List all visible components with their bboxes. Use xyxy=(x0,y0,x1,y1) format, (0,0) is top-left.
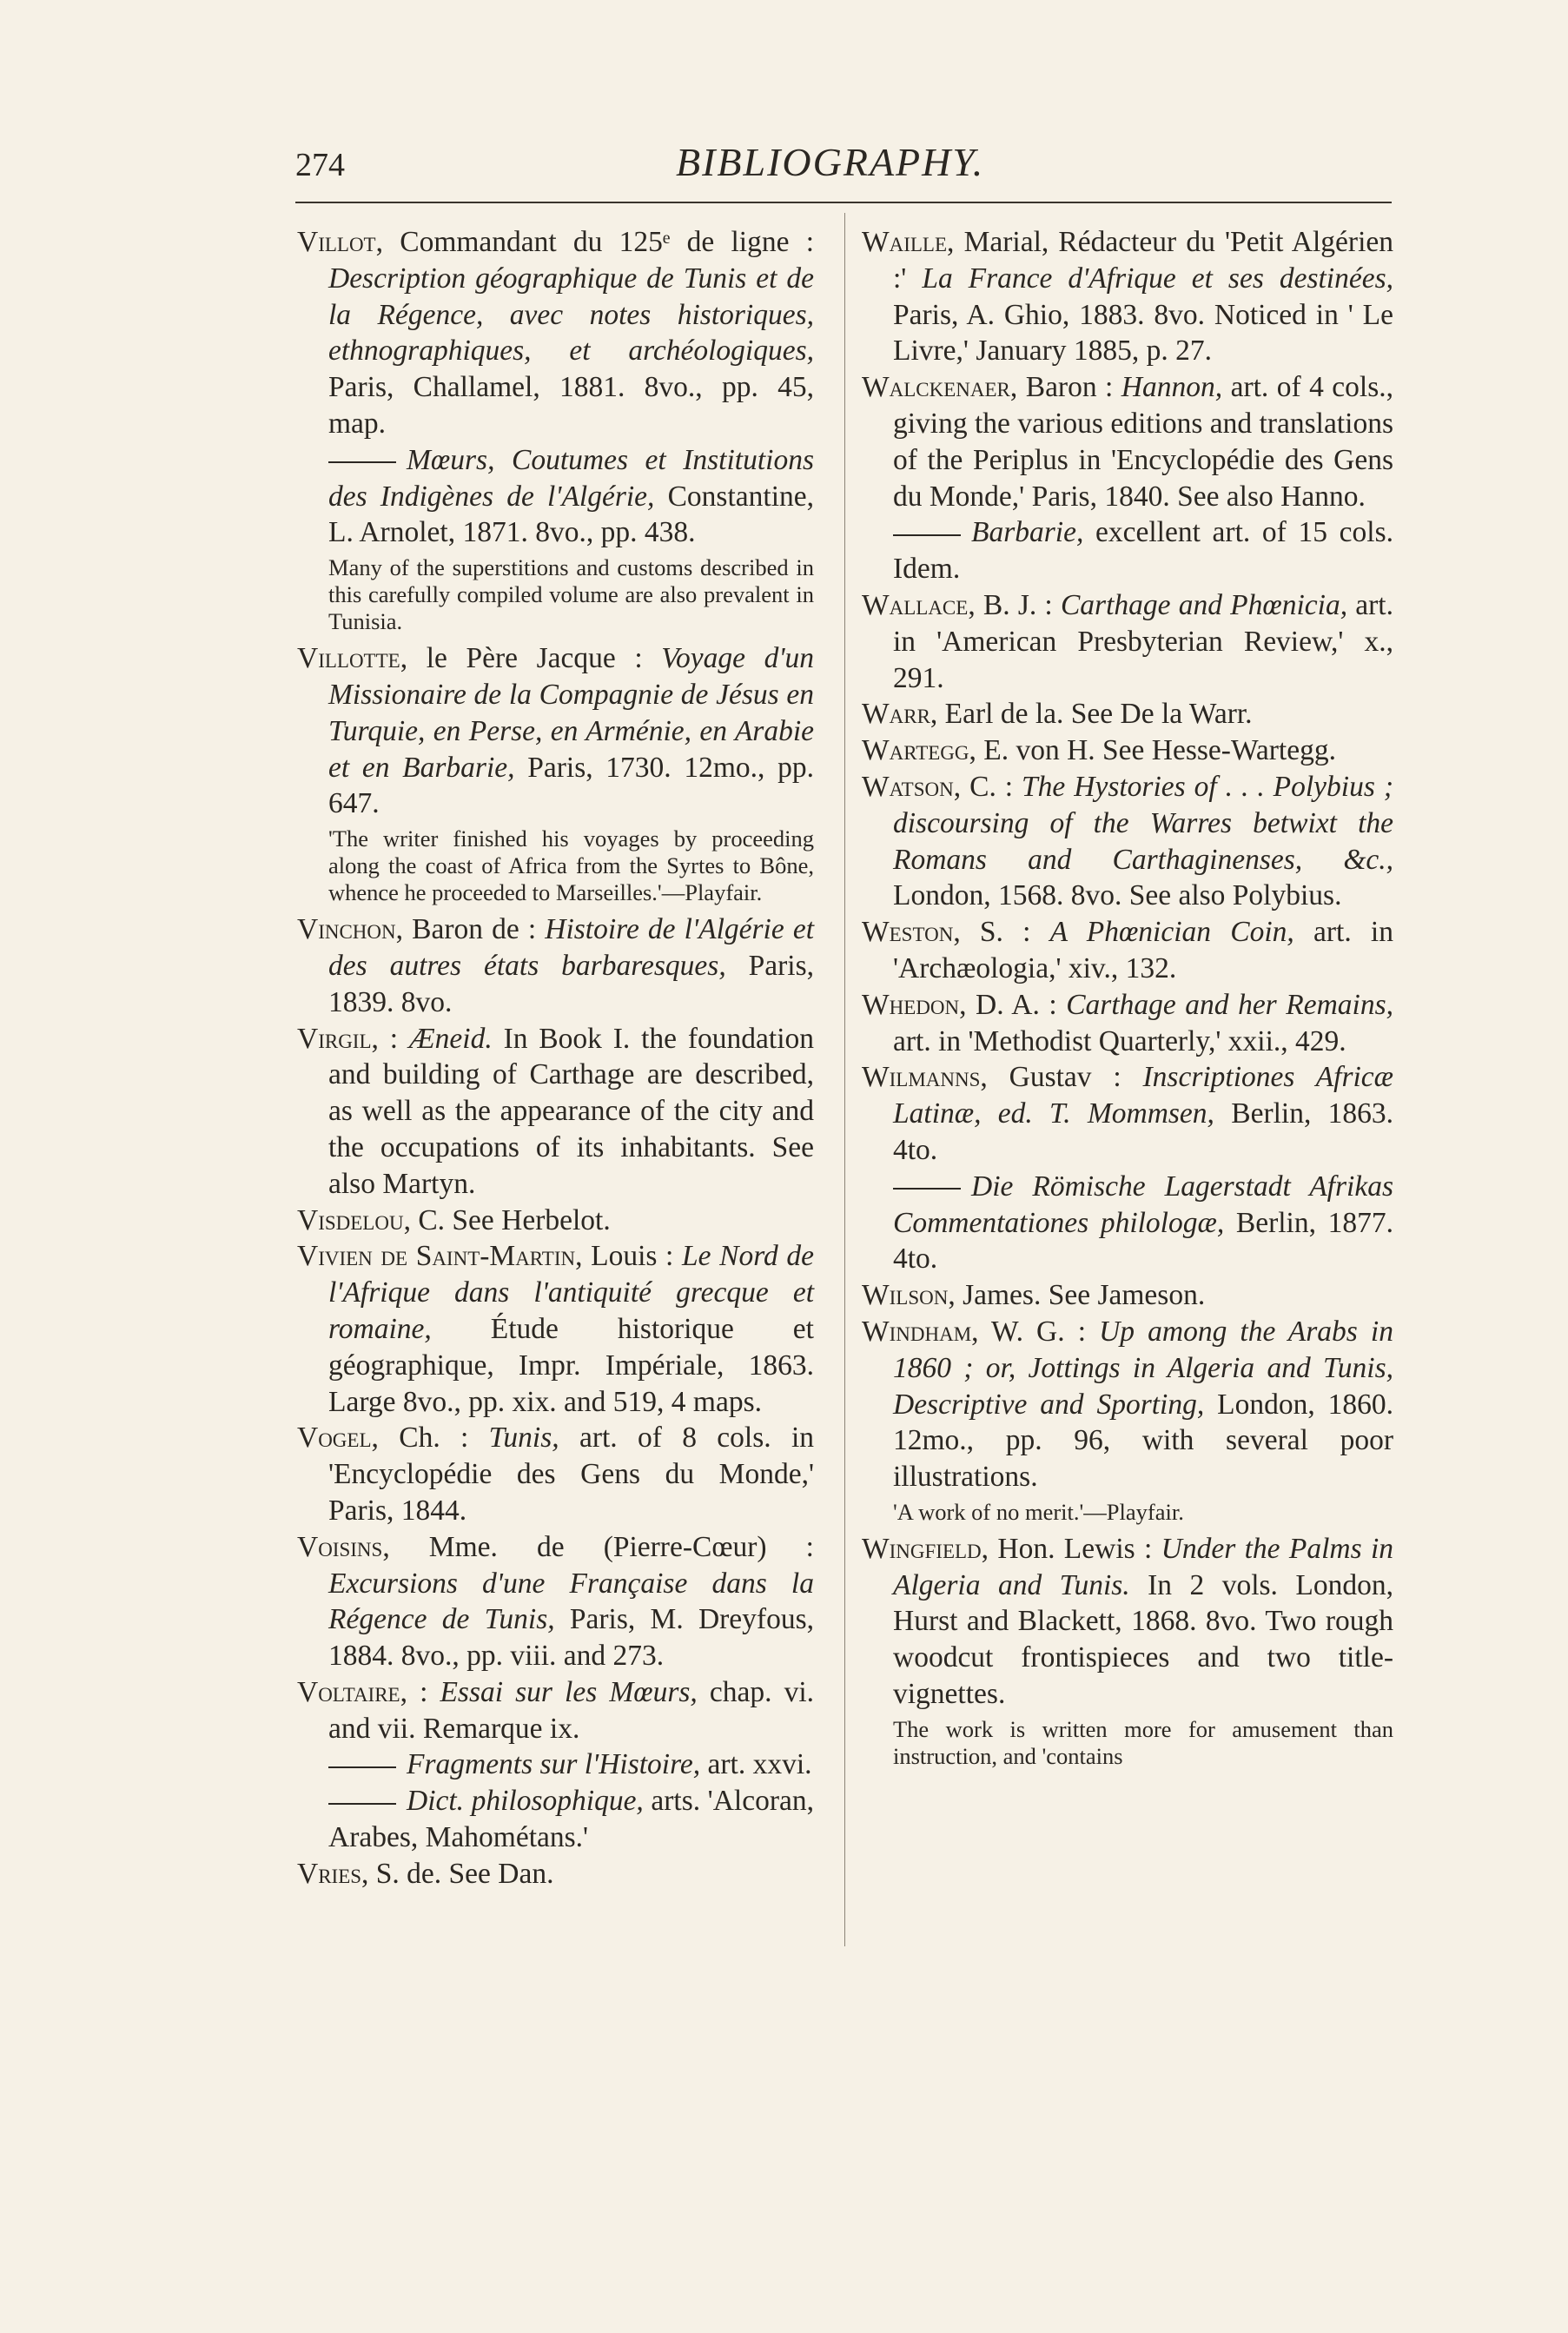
entry-description: Hon. Lewis : xyxy=(997,1532,1161,1565)
bibliography-entry: Walckenaer, Baron : Hannon, art. of 4 cols., giving the various editions and translations of the Periplus in 'Encyclopédie des Gens du Monde,' Paris, 1840. See also Hanno. xyxy=(862,371,1393,513)
entry-description: Commandant du 125ᵉ de ligne : xyxy=(400,226,814,258)
column-divider xyxy=(844,213,845,1946)
entry-note: 'The writer finished his voyages by proceeding along the coast of Africa from the Syrtes to Bône, whence he proceeded to Marseilles.'—Playfair. xyxy=(328,825,814,906)
entry-title: Excursions d'une Française dans la Régence de Tunis, xyxy=(328,1567,814,1636)
entry-author: Wilson xyxy=(862,1279,949,1312)
entry-description: : xyxy=(420,1675,440,1708)
page-number: 274 xyxy=(295,147,345,183)
entry-details: Constantine, L. Arnolet, 1871. 8vo., pp. 438. xyxy=(328,480,814,549)
entry-author: Vogel xyxy=(297,1422,372,1455)
page-header xyxy=(295,139,1390,200)
sub-entry xyxy=(297,1746,814,1783)
entry-author: Wilmanns xyxy=(862,1061,981,1094)
entry-details: Paris, Challamel, 1881. 8vo., pp. 45, map. xyxy=(328,371,814,440)
entry-note: The work is written more for amusement than instruction, and 'contains xyxy=(893,1715,1393,1769)
entry-description: W. G. : xyxy=(991,1315,1100,1348)
entry-title: Barbarie, xyxy=(971,516,1084,549)
entry-description: Gustav : xyxy=(1009,1061,1143,1094)
entry-description: S. de. See Dan. xyxy=(375,1857,554,1890)
entry-description: Earl de la. See De la Warr. xyxy=(944,698,1253,731)
entry-details: excellent art. of 15 cols. Idem. xyxy=(893,516,1393,586)
entry-description: Baron : xyxy=(1025,371,1121,404)
bibliography-entry: Vivien de Saint-Martin, Louis : Le Nord de l'Afrique dans l'antiquité grecque et romaine, Étude historique et géographique, Impr. Impériale, 1863. Large 8vo., pp. xix. and 519, 4 maps. xyxy=(297,1240,814,1418)
entry-author: Vinchon xyxy=(297,913,396,946)
entry-description: James. See Jameson. xyxy=(963,1279,1206,1312)
sub-entry xyxy=(862,514,1393,587)
ditto-dash xyxy=(328,1766,396,1768)
left-column xyxy=(297,224,814,1892)
entry-details: London, 1860. 12mo., pp. 96, with several poor illustrations. xyxy=(893,1388,1393,1494)
entry-title: Tunis, xyxy=(488,1422,559,1455)
entry-description: S. : xyxy=(979,916,1050,949)
bibliography-entry: Voisins, Mme. de (Pierre-Cœur) : Excursions d'une Française dans la Régence de Tunis, Paris, M. Dreyfous, 1884. 8vo., pp. viii. and 273. xyxy=(297,1530,814,1673)
right-column xyxy=(862,224,1393,1775)
entry-author: Wingfield xyxy=(862,1532,982,1565)
entry-description: : xyxy=(389,1022,409,1055)
entry-details: Paris, 1730. 12mo., pp. 647. xyxy=(328,751,814,820)
bibliography-entry: Weston, S. : A Phœnician Coin, art. in 'Archæologia,' xiv., 132. xyxy=(862,916,1393,984)
entry-details: Berlin, 1863. 4to. xyxy=(893,1097,1394,1166)
entry-title: Carthage and her Remains, xyxy=(1066,988,1393,1021)
bibliography-entry: Villotte, le Père Jacque : Voyage d'un Missionaire de la Compagnie de Jésus en Turquie, en Perse, en Arménie, en Arabie et en Barbarie, Paris, 1730. 12mo., pp. 647. xyxy=(297,642,815,820)
entry-title: Histoire de l'Algérie et des autres états barbaresques, xyxy=(328,913,815,982)
entry-title: Description géographique de Tunis et de la Régence, avec notes historiques, ethnographiques, et archéologiques, xyxy=(328,262,814,368)
bibliography-entry: Warr, Earl de la. See De la Warr. xyxy=(862,698,1253,731)
entry-author: Vivien de Saint-Martin xyxy=(297,1240,576,1273)
entry-author: Walckenaer xyxy=(862,371,1010,404)
entry-title: Æneid. xyxy=(408,1022,493,1055)
entry-note: Many of the superstitions and customs described in this carefully compiled volume are also prevalent in Tunisia. xyxy=(328,554,814,635)
entry-description: Baron de : xyxy=(412,913,546,946)
sub-entry xyxy=(297,1783,814,1856)
entry-description: C. See Herbelot. xyxy=(418,1203,611,1236)
entry-title: Essai sur les Mœurs, xyxy=(440,1675,698,1708)
ditto-dash xyxy=(328,461,396,463)
running-head: BIBLIOGRAPHY. xyxy=(676,140,985,184)
entry-author: Warr xyxy=(862,698,930,731)
bibliography-entry: Visdelou, C. See Herbelot. xyxy=(297,1203,611,1236)
entry-title: Mœurs, Coutumes et Institutions des Indigènes de l'Algérie, xyxy=(328,443,814,513)
ditto-dash xyxy=(328,1803,396,1805)
entry-details: Paris, 1839. 8vo. xyxy=(328,949,815,1018)
entry-description: C. : xyxy=(969,770,1022,803)
entry-title: La France d'Afrique et ses destinées, xyxy=(922,262,1394,295)
entry-description: le Père Jacque : xyxy=(426,642,662,675)
entry-author: Wartegg xyxy=(862,734,969,767)
entry-description: Ch. : xyxy=(399,1422,489,1455)
entry-details: chap. vi. and vii. Remarque ix. xyxy=(328,1675,815,1745)
entry-details: art. in 'Archæologia,' xiv., 132. xyxy=(893,916,1393,984)
entry-details: art. of 4 cols., giving the various editions and translations of the Periplus in 'Encyclopédie des Gens du Monde,' Paris, 1840. See also Hanno. xyxy=(893,371,1393,513)
entry-details: art. in 'American Presbyterian Review,' x., 291. xyxy=(893,588,1393,694)
bibliography-entry: Villot, Commandant du 125ᵉ de ligne : Description géographique de Tunis et de la Régence, avec notes historiques, ethnographiques, et archéologiques, Paris, Challamel, 1881. 8vo., pp. 45, map. xyxy=(297,226,814,440)
entry-title: Hannon, xyxy=(1121,371,1223,404)
entry-title: Le Nord de l'Afrique dans l'antiquité grecque et romaine, xyxy=(328,1240,814,1345)
entry-title: Voyage d'un Missionaire de la Compagnie de Jésus en Turquie, en Perse, en Arménie, en Arabie et en Barbarie, xyxy=(328,642,815,784)
entry-title: Up among the Arabs in 1860 ; or, Jottings in Algeria and Tunis, Descriptive and Sporting, xyxy=(893,1315,1393,1421)
bibliography-entry: Wallace, B. J. : Carthage and Phœnicia, art. in 'American Presbyterian Review,' x., 291. xyxy=(862,588,1393,694)
bibliography-entry: Wilmanns, Gustav : Inscriptiones Africæ Latinæ, ed. T. Mommsen, Berlin, 1863. 4to. xyxy=(862,1061,1394,1166)
entry-author: Vries xyxy=(297,1857,362,1890)
entry-author: Virgil xyxy=(297,1022,372,1055)
entry-title: Inscriptiones Africæ Latinæ, ed. T. Mommsen, xyxy=(893,1061,1394,1130)
entry-details: London, 1568. 8vo. See also Polybius. xyxy=(893,879,1342,912)
entry-title: Dict. philosophique, xyxy=(407,1785,644,1818)
entry-details: Paris, A. Ghio, 1883. 8vo. Noticed in ' Le Livre,' January 1885, p. 27. xyxy=(893,298,1393,368)
entry-description: B. J. : xyxy=(982,588,1061,621)
entry-author: Voisins xyxy=(297,1530,383,1563)
entry-details: art. in 'Methodist Quarterly,' xxii., 429. xyxy=(893,1024,1346,1057)
entry-author: Wallace xyxy=(862,588,969,621)
entry-details: In 2 vols. London, Hurst and Blackett, 1868. 8vo. Two rough woodcut frontispieces and two title-vignettes. xyxy=(893,1568,1393,1711)
ditto-dash xyxy=(893,534,961,536)
entry-author: Villotte xyxy=(297,642,400,675)
entry-title: The Hystories of . . . Polybius ; discoursing of the Warres betwixt the Romans and Carthaginenses, &c., xyxy=(893,770,1394,876)
entry-author: Visdelou xyxy=(297,1203,404,1236)
entry-description: Louis : xyxy=(591,1240,682,1273)
entry-author: Villot xyxy=(297,226,376,258)
entry-details: arts. 'Alcoran, Arabes, Mahométans.' xyxy=(328,1785,814,1854)
entry-details: Étude historique et géographique, Impr. Impériale, 1863. Large 8vo., pp. xix. and 519, 4 maps. xyxy=(328,1312,814,1418)
entry-note: 'A work of no merit.'—Playfair. xyxy=(893,1498,1184,1525)
entry-author: Voltaire xyxy=(297,1675,400,1708)
entry-author: Whedon xyxy=(862,988,960,1021)
entry-title: Fragments sur l'Histoire, xyxy=(407,1748,701,1781)
ditto-dash xyxy=(893,1188,961,1190)
sub-entry xyxy=(862,1169,1393,1277)
bibliography-entry: Vinchon, Baron de : Histoire de l'Algérie et des autres états barbaresques, Paris, 1839. 8vo. xyxy=(297,913,815,1018)
entry-title: Die Römische Lagerstadt Afrikas Commentationes philologæ, xyxy=(893,1170,1393,1239)
bibliography-entry: Virgil, : Æneid. In Book I. the foundation and building of Carthage are described, as well as the appearance of the city and the occupations of its inhabitants. See also Martyn. xyxy=(297,1022,815,1200)
entry-title: A Phœnician Coin, xyxy=(1049,916,1294,949)
bibliography-entry: Vries, S. de. See Dan. xyxy=(297,1857,554,1890)
entry-title: Carthage and Phœnicia, xyxy=(1060,588,1348,621)
bibliography-entry: Wilson, James. See Jameson. xyxy=(862,1279,1206,1312)
entry-details: Paris, M. Dreyfous, 1884. 8vo., pp. viii. and 273. xyxy=(328,1603,814,1673)
bibliography-entry: Windham, W. G. : Up among the Arabs in 1860 ; or, Jottings in Algeria and Tunis, Descriptive and Sporting, London, 1860. 12mo., pp. 96, with several poor illustrations. xyxy=(862,1315,1393,1494)
entry-details: In Book I. the foundation and building of Carthage are described, as well as the appearance of the city and the occupations of its inhabitants. See also Martyn. xyxy=(328,1022,815,1200)
entry-title: Under the Palms in Algeria and Tunis. xyxy=(893,1532,1393,1601)
header-rule xyxy=(295,202,1392,203)
entry-description: Marial, Rédacteur du 'Petit Algérien :' xyxy=(893,226,1394,295)
bibliography-entry: Waille, Marial, Rédacteur du 'Petit Algérien :' La France d'Afrique et ses destinées, Paris, A. Ghio, 1883. 8vo. Noticed in ' Le Livre,' January 1885, p. 27. xyxy=(862,226,1394,368)
bibliography-entry: Vogel, Ch. : Tunis, art. of 8 cols. in 'Encyclopédie des Gens du Monde,' Paris, 1844. xyxy=(297,1422,815,1527)
sub-entry xyxy=(297,442,814,551)
entry-author: Weston xyxy=(862,916,954,949)
bibliography-entry: Whedon, D. A. : Carthage and her Remains, art. in 'Methodist Quarterly,' xxii., 429. xyxy=(862,988,1393,1057)
entry-description: D. A. : xyxy=(976,988,1067,1021)
entry-author: Windham xyxy=(862,1315,972,1348)
entry-author: Waille xyxy=(862,226,948,258)
entry-description: E. von H. See Hesse-Wartegg. xyxy=(983,734,1336,767)
bibliography-entry: Wingfield, Hon. Lewis : Under the Palms in Algeria and Tunis. In 2 vols. London, Hurst and Blackett, 1868. 8vo. Two rough woodcut frontispieces and two title-vignettes. xyxy=(862,1532,1393,1711)
bibliography-entry: Wartegg, E. von H. See Hesse-Wartegg. xyxy=(862,734,1336,767)
entry-description: Mme. de (Pierre-Cœur) : xyxy=(428,1530,814,1563)
bibliography-entry: Voltaire, : Essai sur les Mœurs, chap. vi. and vii. Remarque ix. xyxy=(297,1675,815,1745)
entry-details: art. of 8 cols. in 'Encyclopédie des Gens du Monde,' Paris, 1844. xyxy=(328,1422,815,1527)
bibliography-entry: Watson, C. : The Hystories of . . . Polybius ; discoursing of the Warres betwixt the Romans and Carthaginenses, &c., London, 1568. 8vo. See also Polybius. xyxy=(862,770,1394,912)
entry-details: Berlin, 1877. 4to. xyxy=(893,1206,1393,1276)
entry-author: Watson xyxy=(862,770,954,803)
entry-details: art. xxvi. xyxy=(700,1748,812,1781)
